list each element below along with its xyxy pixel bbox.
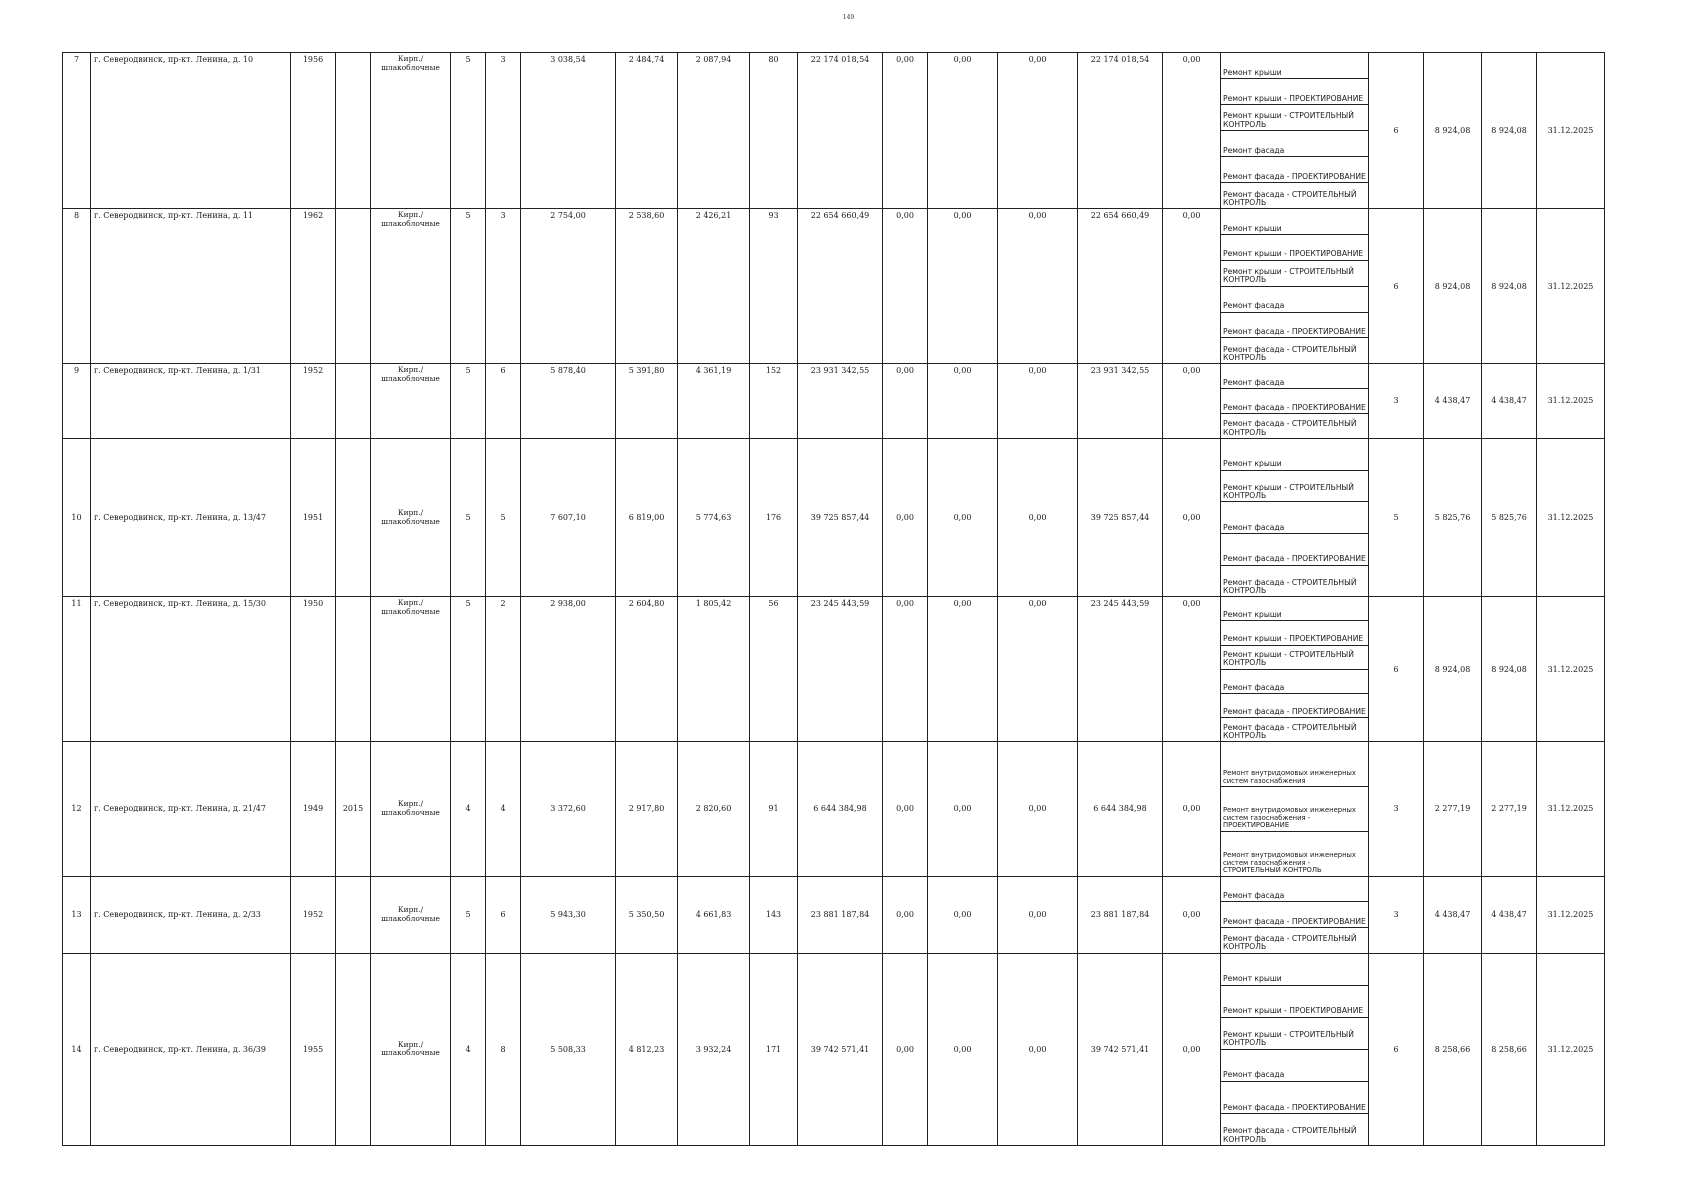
address-cell: г. Северодвинск, пр-кт. Ленина, д. 2/33 bbox=[91, 876, 291, 953]
work-item: Ремонт крыши bbox=[1221, 53, 1368, 79]
wall-material-cell: Кирп./ шлакоблочные bbox=[371, 53, 451, 209]
work-item: Ремонт крыши - СТРОИТЕЛЬНЫЙ КОНТРОЛЬ bbox=[1221, 646, 1368, 670]
fund-d-cell: 0,00 bbox=[1163, 53, 1221, 209]
address-cell: г. Северодвинск, пр-кт. Ленина, д. 21/47 bbox=[91, 742, 291, 876]
fund-b-cell: 0,00 bbox=[928, 53, 998, 209]
work-item: Ремонт фасада - ПРОЕКТИРОВАНИЕ bbox=[1221, 313, 1368, 339]
floors-cell: 4 bbox=[451, 953, 486, 1145]
work-item: Ремонт фасада bbox=[1221, 670, 1368, 694]
residents-cell: 171 bbox=[750, 953, 798, 1145]
fund-b-cell: 0,00 bbox=[928, 209, 998, 364]
address-cell: г. Северодвинск, пр-кт. Ленина, д. 10 bbox=[91, 53, 291, 209]
work-item: Ремонт крыши bbox=[1221, 954, 1368, 986]
total-cost-cell: 22 654 660,49 bbox=[798, 209, 883, 364]
residents-cell: 176 bbox=[750, 438, 798, 596]
year-renovation-cell bbox=[336, 438, 371, 596]
address-cell: г. Северодвинск, пр-кт. Ленина, д. 11 bbox=[91, 209, 291, 364]
unit-cost-cell: 8 924,08 bbox=[1424, 209, 1482, 364]
limit-cost-cell: 2 277,19 bbox=[1482, 742, 1537, 876]
fund-a-cell: 0,00 bbox=[883, 53, 928, 209]
works-cell bbox=[1221, 953, 1369, 1145]
work-item: Ремонт внутридомовых инженерных систем газоснабжения bbox=[1221, 742, 1368, 787]
total-cost-cell: 23 881 187,84 bbox=[798, 876, 883, 953]
fund-b-cell: 0,00 bbox=[928, 953, 998, 1145]
fund-c-cell: 0,00 bbox=[998, 953, 1078, 1145]
total-area-cell: 5 878,40 bbox=[521, 364, 616, 439]
residential-area-cell: 2 087,94 bbox=[678, 53, 750, 209]
row-number-cell: 7 bbox=[63, 53, 91, 209]
residents-cell: 91 bbox=[750, 742, 798, 876]
total-cost-cell: 23 245 443,59 bbox=[798, 597, 883, 742]
row-number-cell: 14 bbox=[63, 953, 91, 1145]
work-item: Ремонт фасада bbox=[1221, 287, 1368, 313]
total-cost-cell: 23 931 342,55 bbox=[798, 364, 883, 439]
total-cost-cell: 39 725 857,44 bbox=[798, 438, 883, 596]
total-area-cell: 5 508,33 bbox=[521, 953, 616, 1145]
work-item: Ремонт фасада bbox=[1221, 131, 1368, 157]
unit-cost-cell: 4 438,47 bbox=[1424, 876, 1482, 953]
owner-cost-cell: 6 644 384,98 bbox=[1078, 742, 1163, 876]
owner-cost-cell: 39 725 857,44 bbox=[1078, 438, 1163, 596]
unit-cost-cell: 8 258,66 bbox=[1424, 953, 1482, 1145]
unit-cost-cell: 2 277,19 bbox=[1424, 742, 1482, 876]
floors-cell: 5 bbox=[451, 438, 486, 596]
wall-material-cell: Кирп./ шлакоблочные bbox=[371, 742, 451, 876]
entrances-cell: 6 bbox=[486, 364, 521, 439]
fund-d-cell: 0,00 bbox=[1163, 876, 1221, 953]
table-row bbox=[63, 742, 1605, 876]
work-item: Ремонт крыши - ПРОЕКТИРОВАНИЕ bbox=[1221, 621, 1368, 645]
work-item: Ремонт фасада - ПРОЕКТИРОВАНИЕ bbox=[1221, 157, 1368, 183]
work-item: Ремонт фасада - СТРОИТЕЛЬНЫЙ КОНТРОЛЬ bbox=[1223, 419, 1357, 437]
total-area-cell: 2 938,00 bbox=[521, 597, 616, 742]
floors-cell: 5 bbox=[451, 364, 486, 439]
year-renovation-cell: 2015 bbox=[336, 742, 371, 876]
row-number-cell: 10 bbox=[63, 438, 91, 596]
total-area-cell: 3 372,60 bbox=[521, 742, 616, 876]
residential-area-cell: 5 774,63 bbox=[678, 438, 750, 596]
deadline-cell: 31.12.2025 bbox=[1537, 364, 1605, 439]
table-row bbox=[63, 209, 1605, 364]
fund-d-cell: 0,00 bbox=[1163, 953, 1221, 1145]
owner-cost-cell: 22 174 018,54 bbox=[1078, 53, 1163, 209]
owner-cost-cell: 22 654 660,49 bbox=[1078, 209, 1163, 364]
table-row bbox=[63, 876, 1605, 953]
year-built-cell: 1949 bbox=[291, 742, 336, 876]
entrances-cell: 5 bbox=[486, 438, 521, 596]
deadline-cell: 31.12.2025 bbox=[1537, 876, 1605, 953]
wall-material-cell: Кирп./ шлакоблочные bbox=[371, 209, 451, 364]
entrances-cell: 2 bbox=[486, 597, 521, 742]
fund-c-cell: 0,00 bbox=[998, 364, 1078, 439]
floors-cell: 5 bbox=[451, 876, 486, 953]
year-renovation-cell bbox=[336, 53, 371, 209]
work-item: Ремонт фасада - ПРОЕКТИРОВАНИЕ bbox=[1221, 389, 1368, 414]
work-item: Ремонт фасада bbox=[1221, 1050, 1368, 1082]
wall-material-cell: Кирп./ шлакоблочные bbox=[371, 597, 451, 742]
works-list bbox=[1221, 209, 1368, 363]
row-number-cell: 13 bbox=[63, 876, 91, 953]
premises-area-cell: 2 538,60 bbox=[616, 209, 678, 364]
owner-cost-cell: 39 742 571,41 bbox=[1078, 953, 1163, 1145]
fund-d-cell: 0,00 bbox=[1163, 742, 1221, 876]
fund-b-cell: 0,00 bbox=[928, 742, 998, 876]
works-list bbox=[1221, 439, 1368, 596]
work-item: Ремонт фасада - СТРОИТЕЛЬНЫЙ КОНТРОЛЬ bbox=[1223, 933, 1357, 952]
work-item: Ремонт крыши - СТРОИТЕЛЬНЫЙ КОНТРОЛЬ bbox=[1221, 105, 1368, 131]
address-cell: г. Северодвинск, пр-кт. Ленина, д. 15/30 bbox=[91, 597, 291, 742]
residents-cell: 80 bbox=[750, 53, 798, 209]
works-cell bbox=[1221, 53, 1369, 209]
fund-c-cell: 0,00 bbox=[998, 742, 1078, 876]
fund-c-cell: 0,00 bbox=[998, 438, 1078, 596]
work-item: Ремонт крыши bbox=[1221, 209, 1368, 235]
deadline-cell: 31.12.2025 bbox=[1537, 597, 1605, 742]
year-built-cell: 1951 bbox=[291, 438, 336, 596]
floors-cell: 5 bbox=[451, 597, 486, 742]
fund-d-cell: 0,00 bbox=[1163, 209, 1221, 364]
work-item: Ремонт крыши - ПРОЕКТИРОВАНИЕ bbox=[1221, 235, 1368, 261]
fund-a-cell: 0,00 bbox=[883, 364, 928, 439]
repair-program-table bbox=[62, 52, 1605, 1146]
year-renovation-cell bbox=[336, 953, 371, 1145]
work-item: Ремонт фасада - ПРОЕКТИРОВАНИЕ bbox=[1221, 694, 1368, 718]
fund-c-cell: 0,00 bbox=[998, 53, 1078, 209]
work-item: Ремонт крыши - СТРОИТЕЛЬНЫЙ КОНТРОЛЬ bbox=[1221, 1018, 1368, 1050]
fund-d-cell: 0,00 bbox=[1163, 438, 1221, 596]
table-row bbox=[63, 53, 1605, 209]
work-item: Ремонт фасада - СТРОИТЕЛЬНЫЙ КОНТРОЛЬ bbox=[1223, 189, 1357, 207]
row-number-cell: 11 bbox=[63, 597, 91, 742]
year-built-cell: 1952 bbox=[291, 876, 336, 953]
year-built-cell: 1955 bbox=[291, 953, 336, 1145]
premises-area-cell: 5 391,80 bbox=[616, 364, 678, 439]
limit-cost-cell: 8 924,08 bbox=[1482, 597, 1537, 742]
floors-cell: 4 bbox=[451, 742, 486, 876]
limit-cost-cell: 4 438,47 bbox=[1482, 876, 1537, 953]
floors-cell: 5 bbox=[451, 209, 486, 364]
work-count-cell: 6 bbox=[1369, 53, 1424, 209]
year-renovation-cell bbox=[336, 876, 371, 953]
limit-cost-cell: 8 924,08 bbox=[1482, 53, 1537, 209]
table-row bbox=[63, 438, 1605, 596]
fund-c-cell: 0,00 bbox=[998, 209, 1078, 364]
wall-material-cell: Кирп./ шлакоблочные bbox=[371, 953, 451, 1145]
fund-b-cell: 0,00 bbox=[928, 597, 998, 742]
total-cost-cell: 39 742 571,41 bbox=[798, 953, 883, 1145]
fund-a-cell: 0,00 bbox=[883, 438, 928, 596]
works-list bbox=[1221, 364, 1368, 438]
limit-cost-cell: 4 438,47 bbox=[1482, 364, 1537, 439]
work-count-cell: 3 bbox=[1369, 876, 1424, 953]
owner-cost-cell: 23 931 342,55 bbox=[1078, 364, 1163, 439]
fund-b-cell: 0,00 bbox=[928, 364, 998, 439]
deadline-cell: 31.12.2025 bbox=[1537, 438, 1605, 596]
premises-area-cell: 4 812,23 bbox=[616, 953, 678, 1145]
total-cost-cell: 22 174 018,54 bbox=[798, 53, 883, 209]
deadline-cell: 31.12.2025 bbox=[1537, 53, 1605, 209]
row-number-cell: 12 bbox=[63, 742, 91, 876]
works-list bbox=[1221, 742, 1368, 875]
work-item: Ремонт крыши bbox=[1221, 439, 1368, 471]
works-list bbox=[1221, 53, 1368, 208]
residential-area-cell: 3 932,24 bbox=[678, 953, 750, 1145]
fund-a-cell: 0,00 bbox=[883, 953, 928, 1145]
work-count-cell: 3 bbox=[1369, 742, 1424, 876]
premises-area-cell: 6 819,00 bbox=[616, 438, 678, 596]
entrances-cell: 8 bbox=[486, 953, 521, 1145]
table-row bbox=[63, 364, 1605, 439]
total-area-cell: 5 943,30 bbox=[521, 876, 616, 953]
owner-cost-cell: 23 881 187,84 bbox=[1078, 876, 1163, 953]
work-count-cell: 6 bbox=[1369, 597, 1424, 742]
limit-cost-cell: 8 924,08 bbox=[1482, 209, 1537, 364]
wall-material-cell: Кирп./ шлакоблочные bbox=[371, 438, 451, 596]
row-number-cell: 9 bbox=[63, 364, 91, 439]
total-area-cell: 7 607,10 bbox=[521, 438, 616, 596]
fund-b-cell: 0,00 bbox=[928, 876, 998, 953]
fund-a-cell: 0,00 bbox=[883, 209, 928, 364]
year-renovation-cell bbox=[336, 209, 371, 364]
deadline-cell: 31.12.2025 bbox=[1537, 953, 1605, 1145]
year-renovation-cell bbox=[336, 364, 371, 439]
residents-cell: 93 bbox=[750, 209, 798, 364]
work-item: Ремонт крыши - ПРОЕКТИРОВАНИЕ bbox=[1221, 986, 1368, 1018]
work-item: Ремонт фасада - ПРОЕКТИРОВАНИЕ bbox=[1221, 534, 1368, 566]
work-item: Ремонт фасада - СТРОИТЕЛЬНЫЙ КОНТРОЛЬ bbox=[1223, 722, 1357, 741]
work-item: Ремонт крыши - СТРОИТЕЛЬНЫЙ КОНТРОЛЬ bbox=[1221, 261, 1368, 287]
entrances-cell: 3 bbox=[486, 209, 521, 364]
deadline-cell: 31.12.2025 bbox=[1537, 209, 1605, 364]
unit-cost-cell: 5 825,76 bbox=[1424, 438, 1482, 596]
works-list bbox=[1221, 954, 1368, 1145]
table-row bbox=[63, 953, 1605, 1145]
entrances-cell: 3 bbox=[486, 53, 521, 209]
work-item: Ремонт фасада bbox=[1221, 502, 1368, 534]
work-item: Ремонт фасада - ПРОЕКТИРОВАНИЕ bbox=[1221, 902, 1368, 928]
residents-cell: 56 bbox=[750, 597, 798, 742]
fund-d-cell: 0,00 bbox=[1163, 364, 1221, 439]
fund-d-cell: 0,00 bbox=[1163, 597, 1221, 742]
work-item: Ремонт крыши - СТРОИТЕЛЬНЫЙ КОНТРОЛЬ bbox=[1221, 471, 1368, 503]
address-cell: г. Северодвинск, пр-кт. Ленина, д. 13/47 bbox=[91, 438, 291, 596]
floors-cell: 5 bbox=[451, 53, 486, 209]
fund-c-cell: 0,00 bbox=[998, 876, 1078, 953]
works-cell bbox=[1221, 876, 1369, 953]
works-list bbox=[1221, 877, 1368, 953]
wall-material-cell: Кирп./ шлакоблочные bbox=[371, 364, 451, 439]
premises-area-cell: 2 917,80 bbox=[616, 742, 678, 876]
year-built-cell: 1952 bbox=[291, 364, 336, 439]
work-item: Ремонт внутридомовых инженерных систем газоснабжения - ПРОЕКТИРОВАНИЕ bbox=[1221, 787, 1368, 832]
entrances-cell: 6 bbox=[486, 876, 521, 953]
table-body bbox=[63, 53, 1605, 1146]
limit-cost-cell: 5 825,76 bbox=[1482, 438, 1537, 596]
works-cell bbox=[1221, 209, 1369, 364]
residents-cell: 152 bbox=[750, 364, 798, 439]
fund-a-cell: 0,00 bbox=[883, 742, 928, 876]
residential-area-cell: 2 426,21 bbox=[678, 209, 750, 364]
work-item: Ремонт крыши - ПРОЕКТИРОВАНИЕ bbox=[1221, 79, 1368, 105]
total-cost-cell: 6 644 384,98 bbox=[798, 742, 883, 876]
premises-area-cell: 2 604,80 bbox=[616, 597, 678, 742]
entrances-cell: 4 bbox=[486, 742, 521, 876]
work-item: Ремонт фасада - ПРОЕКТИРОВАНИЕ bbox=[1221, 1082, 1368, 1114]
work-item: Ремонт крыши bbox=[1221, 597, 1368, 621]
residential-area-cell: 1 805,42 bbox=[678, 597, 750, 742]
total-area-cell: 2 754,00 bbox=[521, 209, 616, 364]
work-count-cell: 5 bbox=[1369, 438, 1424, 596]
work-item: Ремонт фасада - СТРОИТЕЛЬНЫЙ КОНТРОЛЬ bbox=[1223, 1126, 1357, 1144]
work-count-cell: 6 bbox=[1369, 953, 1424, 1145]
works-cell bbox=[1221, 597, 1369, 742]
residential-area-cell: 4 661,83 bbox=[678, 876, 750, 953]
fund-b-cell: 0,00 bbox=[928, 438, 998, 596]
residential-area-cell: 2 820,60 bbox=[678, 742, 750, 876]
work-item: Ремонт фасада bbox=[1221, 364, 1368, 389]
work-count-cell: 3 bbox=[1369, 364, 1424, 439]
residents-cell: 143 bbox=[750, 876, 798, 953]
table-row bbox=[63, 597, 1605, 742]
owner-cost-cell: 23 245 443,59 bbox=[1078, 597, 1163, 742]
year-built-cell: 1962 bbox=[291, 209, 336, 364]
premises-area-cell: 2 484,74 bbox=[616, 53, 678, 209]
work-count-cell: 6 bbox=[1369, 209, 1424, 364]
unit-cost-cell: 8 924,08 bbox=[1424, 597, 1482, 742]
year-built-cell: 1956 bbox=[291, 53, 336, 209]
residential-area-cell: 4 361,19 bbox=[678, 364, 750, 439]
works-cell bbox=[1221, 438, 1369, 596]
year-built-cell: 1950 bbox=[291, 597, 336, 742]
works-cell bbox=[1221, 364, 1369, 439]
deadline-cell: 31.12.2025 bbox=[1537, 742, 1605, 876]
row-number-cell: 8 bbox=[63, 209, 91, 364]
limit-cost-cell: 8 258,66 bbox=[1482, 953, 1537, 1145]
premises-area-cell: 5 350,50 bbox=[616, 876, 678, 953]
unit-cost-cell: 8 924,08 bbox=[1424, 53, 1482, 209]
page-number: 149 bbox=[842, 14, 855, 21]
unit-cost-cell: 4 438,47 bbox=[1424, 364, 1482, 439]
work-item: Ремонт фасада - СТРОИТЕЛЬНЫЙ КОНТРОЛЬ bbox=[1223, 344, 1357, 362]
address-cell: г. Северодвинск, пр-кт. Ленина, д. 36/39 bbox=[91, 953, 291, 1145]
wall-material-cell: Кирп./ шлакоблочные bbox=[371, 876, 451, 953]
fund-a-cell: 0,00 bbox=[883, 597, 928, 742]
work-item: Ремонт фасада bbox=[1221, 877, 1368, 903]
year-renovation-cell bbox=[336, 597, 371, 742]
works-cell bbox=[1221, 742, 1369, 876]
address-cell: г. Северодвинск, пр-кт. Ленина, д. 1/31 bbox=[91, 364, 291, 439]
fund-c-cell: 0,00 bbox=[998, 597, 1078, 742]
work-item: Ремонт внутридомовых инженерных систем газоснабжения - СТРОИТЕЛЬНЫЙ КОНТРОЛЬ bbox=[1223, 851, 1356, 875]
fund-a-cell: 0,00 bbox=[883, 876, 928, 953]
works-list bbox=[1221, 597, 1368, 741]
total-area-cell: 3 038,54 bbox=[521, 53, 616, 209]
work-item: Ремонт фасада - СТРОИТЕЛЬНЫЙ КОНТРОЛЬ bbox=[1223, 577, 1357, 595]
